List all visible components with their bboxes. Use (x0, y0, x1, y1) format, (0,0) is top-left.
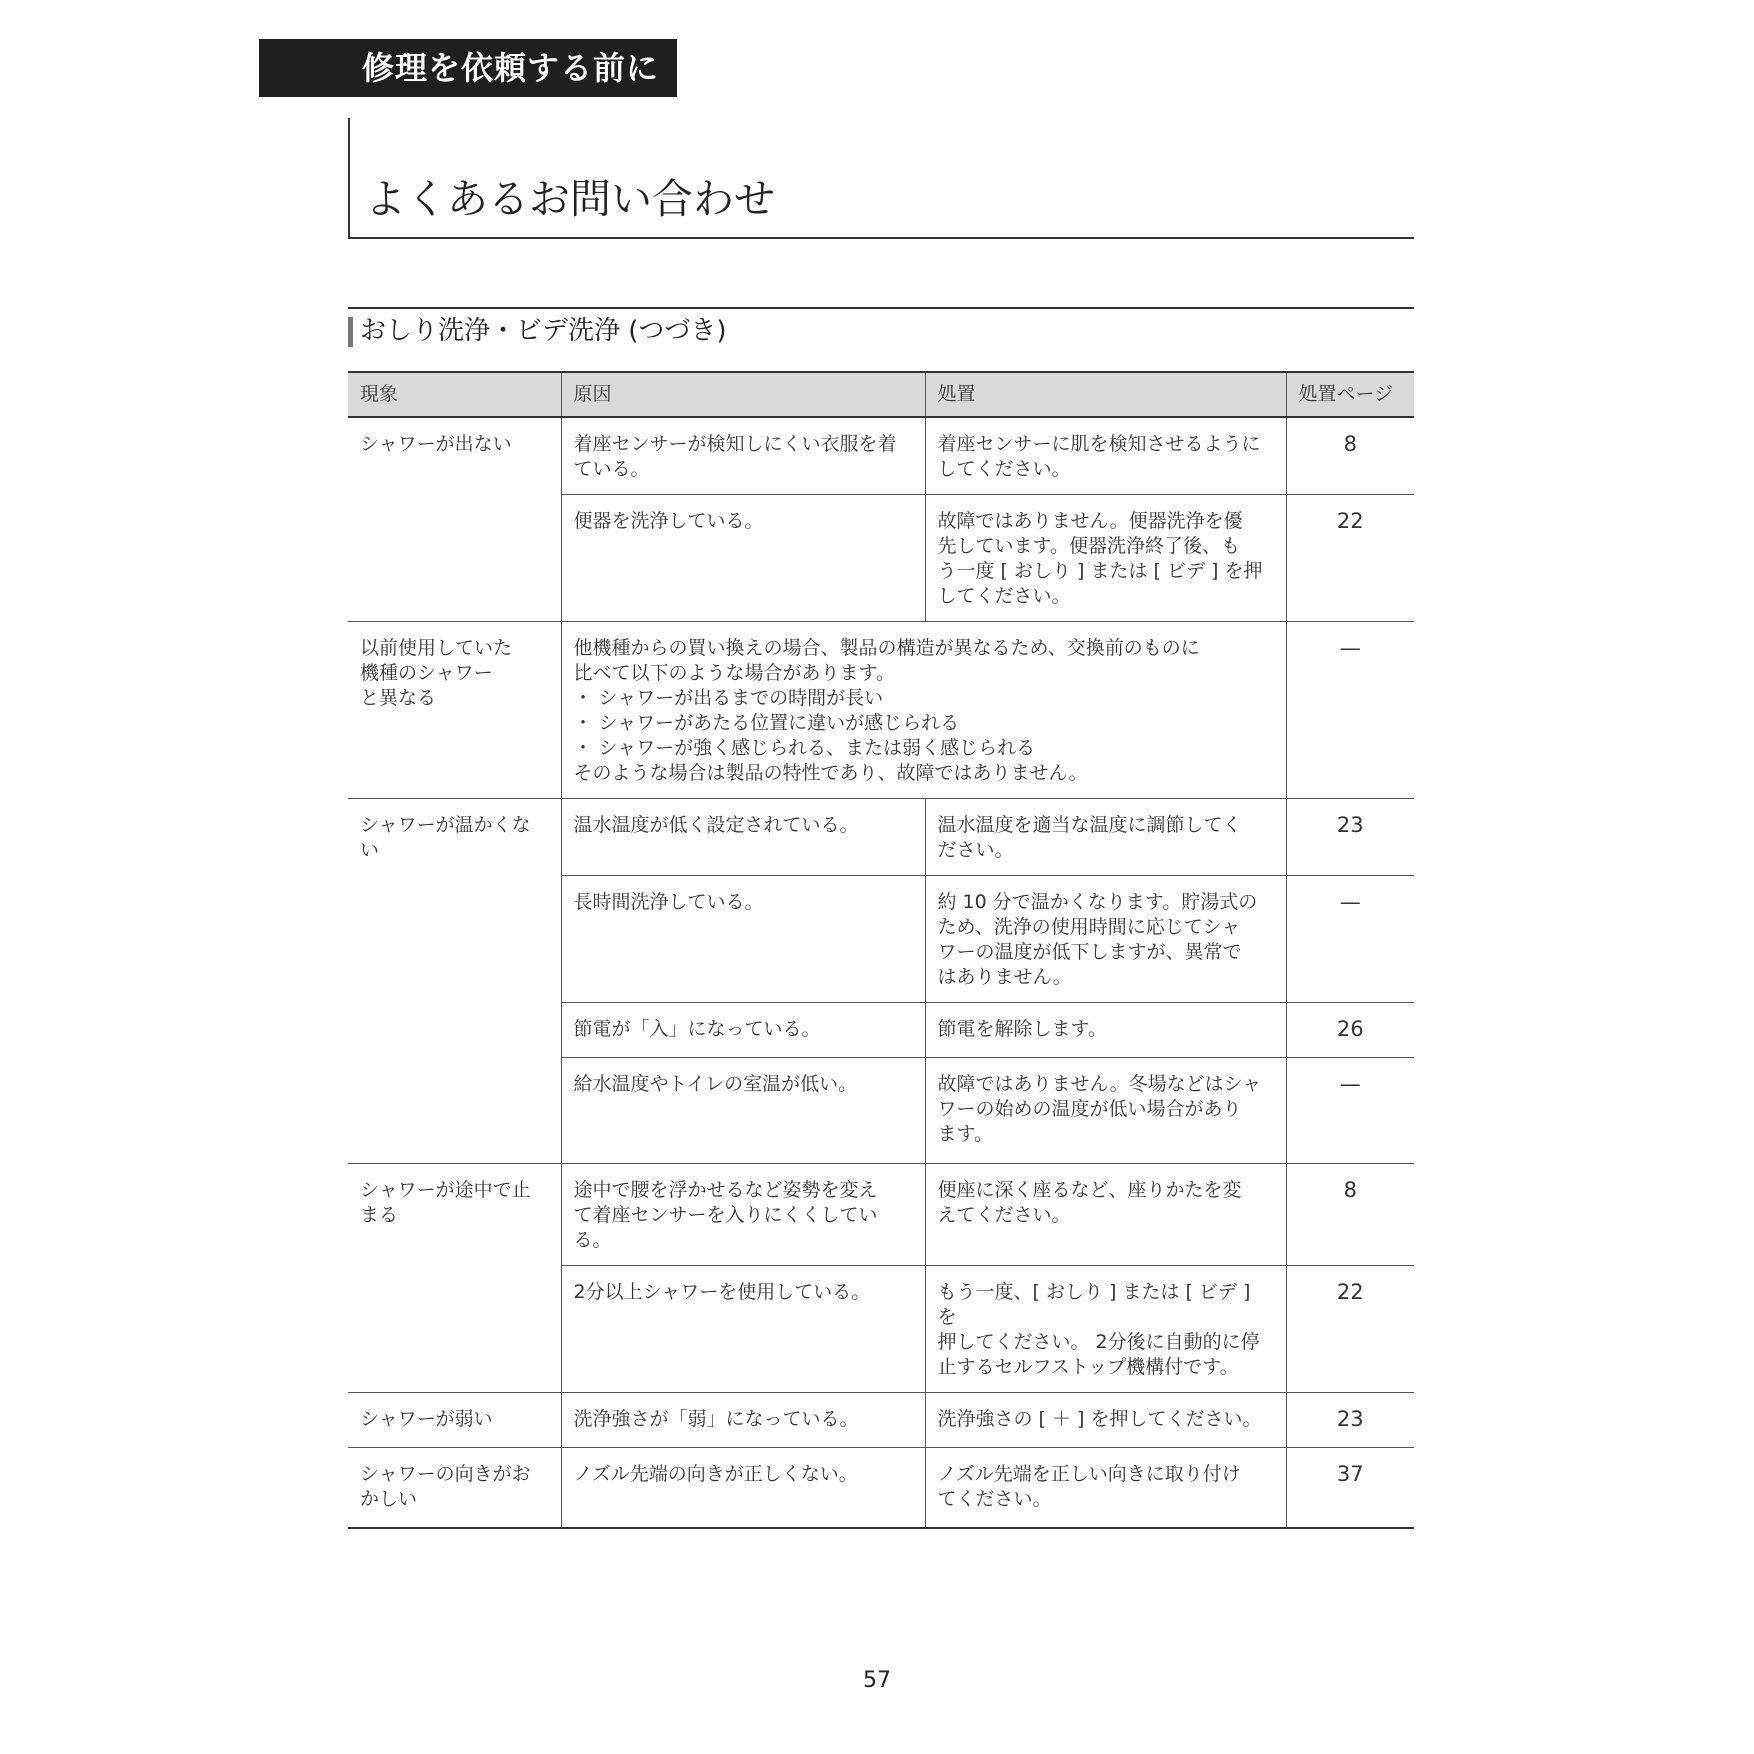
remedy-cell: 故障ではありません。冬場などはシャ ワーの始めの温度が低い場合があり ます。 (925, 1058, 1286, 1164)
cause-cell: 長時間洗浄している。 (561, 876, 925, 1003)
page-ref-cell: 26 (1286, 1003, 1414, 1058)
table-row (348, 1448, 1414, 1528)
remedy-cell: 節電を解除します。 (925, 1003, 1286, 1058)
page-ref-cell: 37 (1286, 1448, 1414, 1528)
page-title: よくあるお問い合わせ (365, 175, 775, 223)
cause-cell: 2分以上シャワーを使用している。 (561, 1266, 925, 1393)
table-row (348, 1164, 1414, 1266)
symptom-cell: シャワーが途中で止 まる (348, 1164, 561, 1393)
page-ref-cell: 23 (1286, 799, 1414, 876)
page-ref-cell: 22 (1286, 1266, 1414, 1393)
page-ref-cell: 8 (1286, 1164, 1414, 1266)
page-ref-cell: 22 (1286, 495, 1414, 622)
remedy-cell: 約 10 分で温かくなります。貯湯式の ため、洗浄の使用時間に応じてシャ ワーの温度が低下しますが、異常で はありません。 (925, 876, 1286, 1003)
remedy-cell: ノズル先端を正しい向きに取り付け てください。 (925, 1448, 1286, 1528)
title-block (348, 118, 1414, 239)
table-row (348, 622, 1414, 799)
remedy-cell: 洗浄強さの [ ＋ ] を押してください。 (925, 1393, 1286, 1448)
table-row (348, 1393, 1414, 1448)
cause-cell: 便器を洗浄している。 (561, 495, 925, 622)
cause-cell: ノズル先端の向きが正しくない。 (561, 1448, 925, 1528)
cause-cell: 温水温度が低く設定されている。 (561, 799, 925, 876)
page-ref-cell: — (1286, 1058, 1414, 1164)
cause-cell: 洗浄強さが「弱」になっている。 (561, 1393, 925, 1448)
remedy-cell: もう一度、[ おしり ] または [ ビデ ] を 押してください。 2分後に自動的に停 止するセルフストップ機構付です。 (925, 1266, 1286, 1393)
section-tab: 修理を依頼する前に (259, 39, 677, 97)
subsection-title: おしり洗浄・ビデ洗浄 (つづき) (360, 316, 727, 346)
header-cause: 原因 (561, 372, 925, 417)
page-ref-cell: — (1286, 622, 1414, 799)
remedy-cell: 着座センサーに肌を検知させるように してください。 (925, 417, 1286, 495)
page-ref-cell: 8 (1286, 417, 1414, 495)
remedy-cell: 便座に深く座るなど、座りかたを変 えてください。 (925, 1164, 1286, 1266)
page-ref-cell: 23 (1286, 1393, 1414, 1448)
subsection-marker (348, 317, 353, 347)
table-row (348, 417, 1414, 495)
table-row (348, 799, 1414, 876)
header-page: 処置ページ (1286, 372, 1414, 417)
merged-cause-remedy-cell: 他機種からの買い換えの場合、製品の構造が異なるため、交換前のものに 比べて以下のような場合があります。 ・ シャワーが出るまでの時間が長い ・ シャワーがあたる位置に違いが感じられる ・ シャワーが強く感じられる、または弱く感じられる そのような場合は製品の特性であり、故障ではありません。 (561, 622, 1286, 799)
cause-cell: 節電が「入」になっている。 (561, 1003, 925, 1058)
symptom-cell: 以前使用していた 機種のシャワー と異なる (348, 622, 561, 799)
subsection-header (348, 307, 1414, 347)
faq-table (348, 371, 1414, 1529)
header-symptom: 現象 (348, 372, 561, 417)
page-number: 57 (863, 1668, 891, 1693)
symptom-cell: シャワーが出ない (348, 417, 561, 622)
table-header-row (348, 372, 1414, 417)
header-remedy: 処置 (925, 372, 1286, 417)
symptom-cell: シャワーが弱い (348, 1393, 561, 1448)
symptom-cell: シャワーが温かくな い (348, 799, 561, 1164)
cause-cell: 給水温度やトイレの室温が低い。 (561, 1058, 925, 1164)
cause-cell: 途中で腰を浮かせるなど姿勢を変え て着座センサーを入りにくくしている。 (561, 1164, 925, 1266)
page-ref-cell: — (1286, 876, 1414, 1003)
remedy-cell: 温水温度を適当な温度に調節してく ださい。 (925, 799, 1286, 876)
remedy-cell: 故障ではありません。便器洗浄を優 先しています。便器洗浄終了後、も う一度 [ おしり ] または [ ビデ ] を押 してください。 (925, 495, 1286, 622)
cause-cell: 着座センサーが検知しにくい衣服を着 ている。 (561, 417, 925, 495)
symptom-cell: シャワーの向きがお かしい (348, 1448, 561, 1528)
